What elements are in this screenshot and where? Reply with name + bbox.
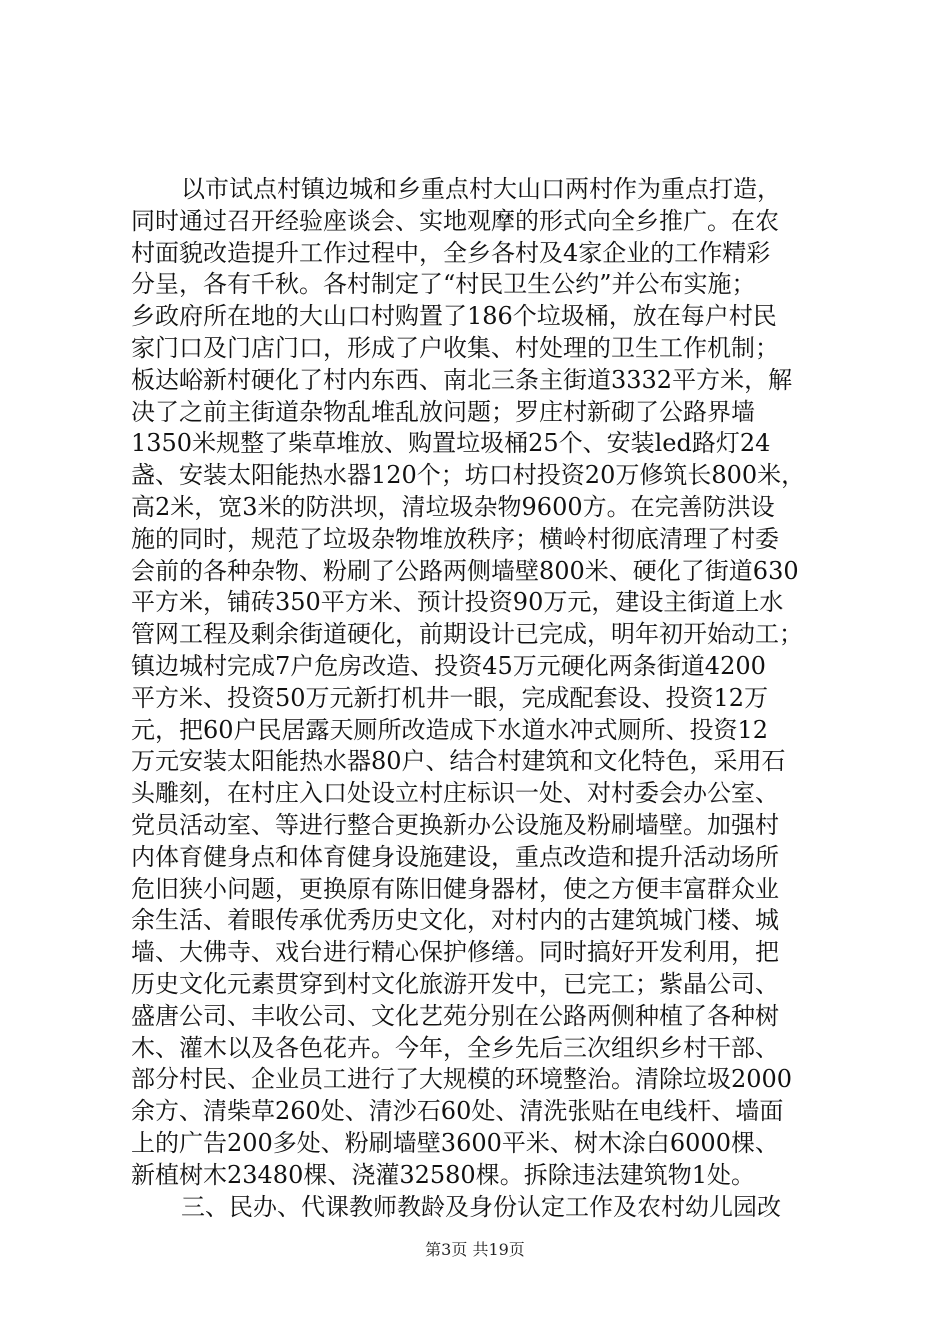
paragraph-line: 板达峪新村硬化了村内东西、南北三条主街道3332平方米，解 bbox=[131, 365, 793, 394]
paragraph-line: 1350米规整了柴草堆放、购置垃圾桶25个、安装led路灯24 bbox=[131, 429, 771, 458]
paragraph-line: 施的同时，规范了垃圾杂物堆放秩序；横岭村彻底清理了村委 bbox=[131, 524, 779, 553]
paragraph-line: 党员活动室、等进行整合更换新办公设施及粉刷墙壁。加强村 bbox=[131, 810, 779, 839]
paragraph-line: 头雕刻，在村庄入口处设立村庄标识一处、对村委会办公室、 bbox=[131, 779, 779, 808]
paragraph-line: 内体育健身点和体育健身设施建设，重点改造和提升活动场所 bbox=[131, 842, 779, 871]
paragraph-line: 盛唐公司、丰收公司、文化艺苑分别在公路两侧种植了各种树 bbox=[131, 1001, 779, 1030]
paragraph-line: 危旧狭小问题，更换原有陈旧健身器材，使之方便丰富群众业 bbox=[131, 874, 779, 903]
paragraph-line: 新植树木23480棵、浇灌32580棵。拆除违法建筑物1处。 bbox=[131, 1160, 755, 1189]
paragraph-line: 余生活、着眼传承优秀历史文化，对村内的古建筑城门楼、城 bbox=[131, 906, 779, 935]
paragraph-line: 高2米，宽3米的防洪坝，清垃圾杂物9600方。在完善防洪设 bbox=[131, 492, 775, 521]
paragraph-line: 上的广告200多处、粉刷墙壁3600平米、树木涂白6000棵、 bbox=[131, 1128, 779, 1157]
paragraph-line: 决了之前主街道杂物乱堆乱放问题；罗庄村新砌了公路界墙 bbox=[131, 397, 755, 426]
paragraph-line: 管网工程及剩余街道硬化，前期设计已完成，明年初开始动工； bbox=[131, 620, 803, 649]
paragraph-line: 村面貌改造提升工作过程中，全乡各村及4家企业的工作精彩 bbox=[131, 238, 771, 267]
section-heading-line: 三、民办、代课教师教龄及身份认定工作及农村幼儿园改 bbox=[181, 1192, 781, 1221]
paragraph-line: 家门口及门店门口，形成了户收集、村处理的卫生工作机制； bbox=[131, 333, 779, 362]
paragraph-line: 平方米、投资50万元新打机井一眼，完成配套设、投资12万 bbox=[131, 683, 769, 712]
paragraph-line: 会前的各种杂物、粉刷了公路两侧墙壁800米、硬化了街道630 bbox=[131, 556, 799, 585]
paragraph-line: 墙、大佛寺、戏台进行精心保护修缮。同时搞好开发利用，把 bbox=[131, 938, 779, 967]
paragraph-line: 分呈，各有千秋。各村制定了“村民卫生公约”并公布实施； bbox=[131, 270, 756, 299]
paragraph-line: 余方、清柴草260处、清沙石60处、清洗张贴在电线杆、墙面 bbox=[131, 1097, 784, 1126]
paragraph-line: 乡政府所在地的大山口村购置了186个垃圾桶，放在每户村民 bbox=[131, 302, 777, 331]
paragraph-line: 镇边城村完成7户危房改造、投资45万元硬化两条街道4200 bbox=[131, 651, 766, 680]
page-footer: 第3页 共19页 bbox=[425, 1240, 525, 1259]
paragraph-line: 部分村民、企业员工进行了大规模的环境整治。清除垃圾2000 bbox=[131, 1065, 793, 1094]
paragraph-line: 盏、安装太阳能热水器120个；坊口村投资20万修筑长800米， bbox=[131, 461, 806, 490]
paragraph-line: 以市试点村镇边城和乡重点村大山口两村作为重点打造， bbox=[181, 175, 781, 203]
paragraph-line: 木、灌木以及各色花卉。今年，全乡先后三次组织乡村干部、 bbox=[131, 1033, 779, 1062]
paragraph-line: 元，把60户民居露天厕所改造成下水道水冲式厕所、投资12 bbox=[131, 715, 769, 744]
paragraph-line: 万元安装太阳能热水器80户、结合村建筑和文化特色，采用石 bbox=[131, 747, 786, 776]
paragraph-line: 历史文化元素贯穿到村文化旅游开发中，已完工；紫晶公司、 bbox=[131, 969, 779, 998]
paragraph-line: 平方米，铺砖350平方米、预计投资90万元，建设主街道上水 bbox=[131, 588, 784, 617]
paragraph-line: 同时通过召开经验座谈会、实地观摩的形式向全乡推广。在农 bbox=[131, 206, 779, 235]
body-text bbox=[131, 174, 831, 1223]
